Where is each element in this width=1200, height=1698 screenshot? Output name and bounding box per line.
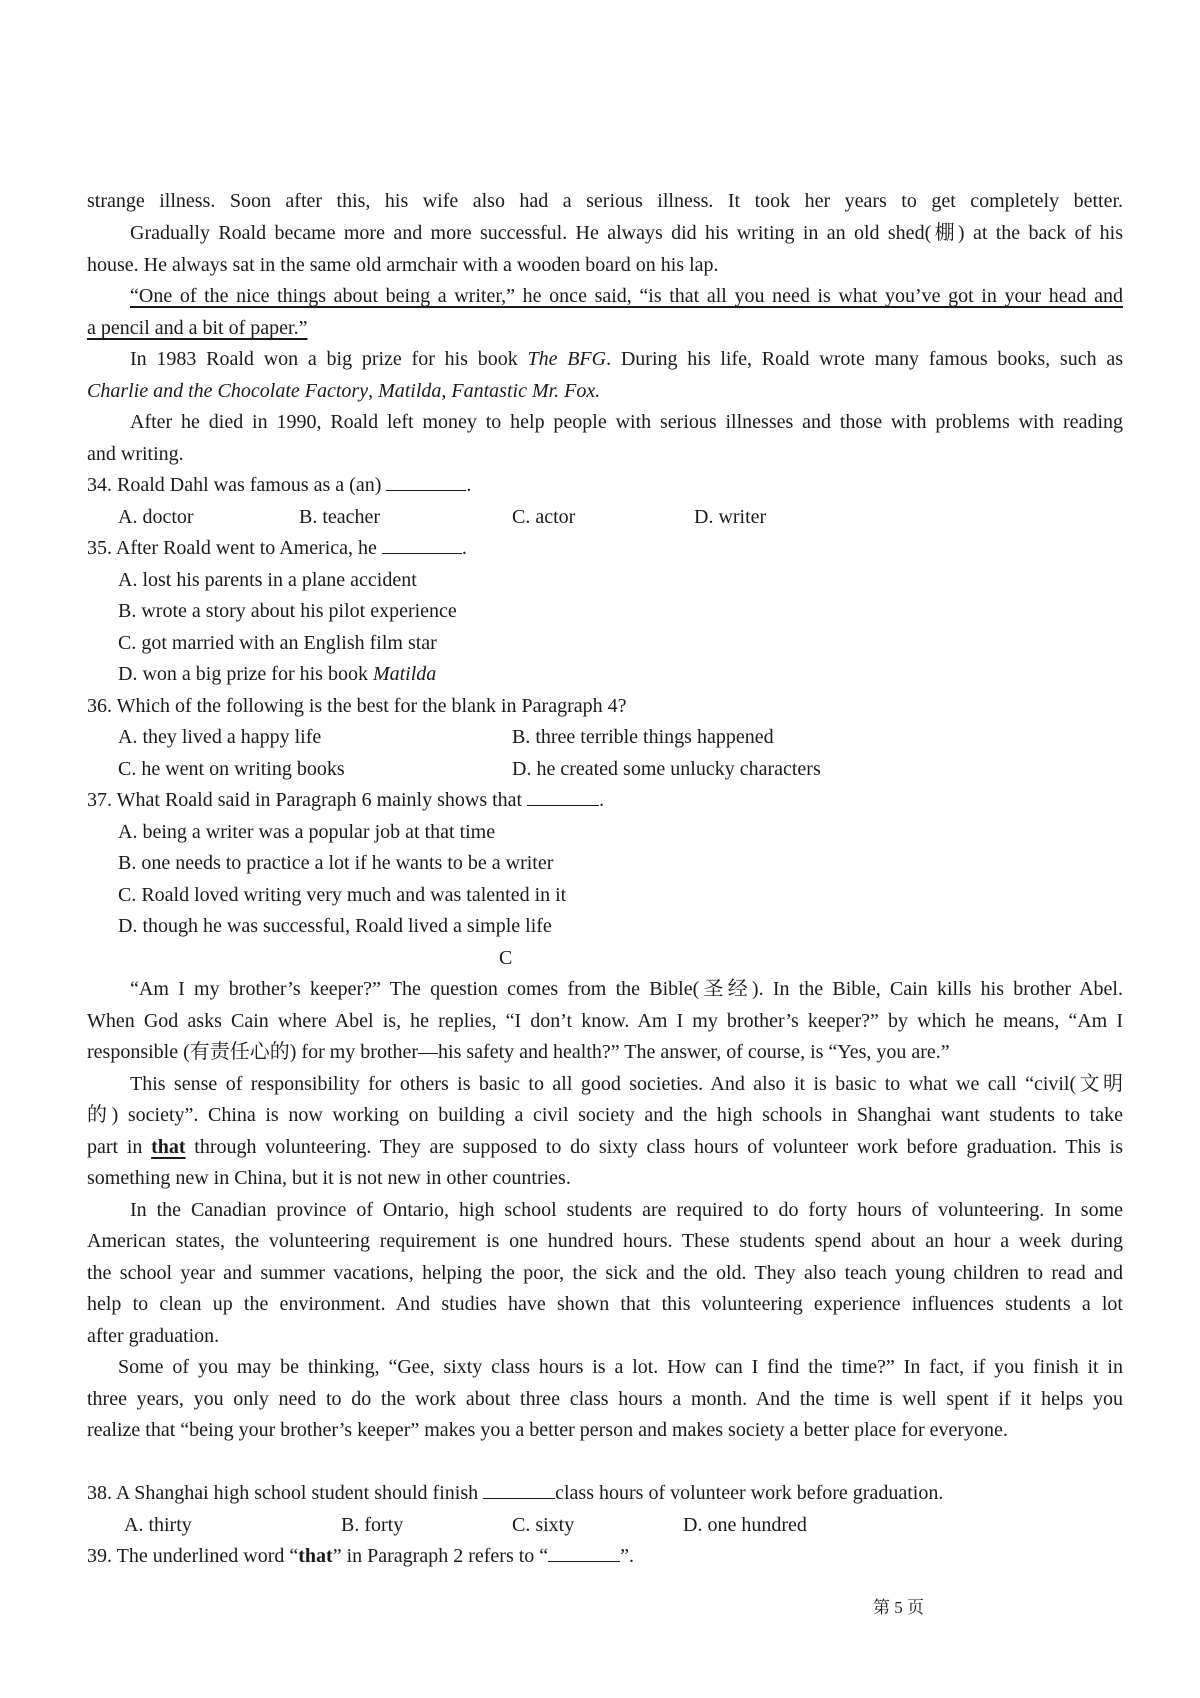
book-title: Matilda bbox=[372, 663, 437, 685]
option-b[interactable]: B. wrote a story about his pilot experience bbox=[118, 600, 457, 622]
answer-blank[interactable] bbox=[386, 472, 466, 491]
option-a[interactable]: A. doctor bbox=[118, 506, 194, 528]
question-stem: 38. A Shanghai high school student should finish bbox=[87, 1482, 484, 1504]
quote-text: “One of the nice things about being a writer,” he once said, “is that all you need is what you’ve got in your head and bbox=[130, 285, 1123, 307]
underlined-quote bbox=[87, 283, 1123, 309]
question-39 bbox=[87, 1543, 634, 1569]
option-a[interactable]: A. being a writer was a popular job at that time bbox=[118, 821, 496, 843]
paragraph-line bbox=[87, 1134, 1123, 1160]
book-title: The BFG bbox=[527, 348, 607, 370]
question-35 bbox=[87, 535, 467, 561]
option-c[interactable]: C. got married with an English film star bbox=[118, 632, 437, 654]
text: , bbox=[368, 380, 379, 402]
paragraph-line: realize that “being your brother’s keeper” makes you a better person and makes society a better place for everyone. bbox=[87, 1419, 1008, 1441]
question-stem: 39. The underlined word “ bbox=[87, 1545, 299, 1567]
bold-word: that bbox=[298, 1545, 333, 1567]
paragraph-line: This sense of responsibility for others is basic to all good societies. And also it is basic to what we call “civil(文明 bbox=[130, 1073, 1123, 1095]
text: . bbox=[466, 474, 472, 496]
underlined-word: that bbox=[151, 1136, 186, 1158]
text: ”. bbox=[620, 1545, 635, 1567]
question-stem: 35. After Roald went to America, he bbox=[87, 537, 382, 559]
exam-page bbox=[87, 0, 1123, 1698]
option-c[interactable]: C. Roald loved writing very much and was talented in it bbox=[118, 884, 567, 906]
paragraph-line: In the Canadian province of Ontario, high school students are required to do forty hours of volunteering. In some bbox=[130, 1199, 1123, 1221]
paragraph-line: the school year and summer vacations, helping the poor, the sick and the old. They also teach young children to read and bbox=[87, 1262, 1123, 1284]
text: In 1983 Roald won a big prize for his book bbox=[130, 348, 528, 370]
paragraph-line bbox=[87, 378, 600, 404]
page-number: 第 5 页 bbox=[873, 1598, 924, 1617]
option-c[interactable]: C. sixty bbox=[512, 1514, 575, 1536]
question-stem: 37. What Roald said in Paragraph 6 mainly shows that bbox=[87, 789, 528, 811]
option-c[interactable]: C. he went on writing books bbox=[118, 758, 345, 780]
text: ” in Paragraph 2 refers to “ bbox=[332, 1545, 549, 1567]
paragraph-line bbox=[87, 346, 1123, 372]
option-d[interactable]: D. though he was successful, Roald lived a simple life bbox=[118, 915, 552, 937]
paragraph-line: “Am I my brother’s keeper?” The question comes from the Bible(圣经). In the Bible, Cain kills his brother Abel. bbox=[130, 978, 1123, 1000]
paragraph-line: strange illness. Soon after this, his wife also had a serious illness. It took her years to get completely better. bbox=[87, 190, 1123, 212]
option-b[interactable]: B. teacher bbox=[299, 506, 381, 528]
option-a[interactable]: A. lost his parents in a plane accident bbox=[118, 569, 417, 591]
paragraph-line: responsible (有责任心的) for my brother—his safety and health?” The answer, of course, is “Yes, you are.” bbox=[87, 1041, 950, 1063]
text: . During his life, Roald wrote many famous books, such as bbox=[606, 348, 1123, 370]
paragraph-line: house. He always sat in the same old armchair with a wooden board on his lap. bbox=[87, 254, 719, 276]
question-37 bbox=[87, 787, 604, 813]
paragraph-line: three years, you only need to do the work about three class hours a month. And the time is well spent if it helps you bbox=[87, 1388, 1123, 1410]
paragraph-line: After he died in 1990, Roald left money to help people with serious illnesses and those with problems with reading bbox=[130, 411, 1123, 433]
paragraph-line: Some of you may be thinking, “Gee, sixty class hours is a lot. How can I find the time?” In fact, if you finish it in bbox=[118, 1356, 1123, 1378]
section-heading: C bbox=[499, 947, 513, 969]
option-b[interactable]: B. forty bbox=[341, 1514, 404, 1536]
paragraph-line: 的) society”. China is now working on building a civil society and the high schools in Shanghai want students to take bbox=[87, 1104, 1123, 1126]
option-d[interactable]: D. he created some unlucky characters bbox=[512, 758, 821, 780]
answer-blank[interactable] bbox=[548, 1543, 620, 1562]
book-title: Matilda, Fantastic Mr. Fox. bbox=[378, 380, 601, 402]
option-a[interactable]: A. they lived a happy life bbox=[118, 726, 322, 748]
question-38 bbox=[87, 1480, 943, 1506]
answer-blank[interactable] bbox=[483, 1480, 555, 1499]
option-d[interactable]: D. writer bbox=[694, 506, 767, 528]
text: part in bbox=[87, 1136, 152, 1158]
answer-blank[interactable] bbox=[527, 787, 599, 806]
text: class hours of volunteer work before graduation. bbox=[555, 1482, 944, 1504]
option-a[interactable]: A. thirty bbox=[124, 1514, 192, 1536]
paragraph-line: and writing. bbox=[87, 443, 184, 465]
question-34 bbox=[87, 472, 471, 498]
option-d[interactable]: D. one hundred bbox=[683, 1514, 807, 1536]
option-d[interactable] bbox=[118, 661, 436, 687]
option-text: D. won a big prize for his book bbox=[118, 663, 373, 685]
paragraph-line: something new in China, but it is not new in other countries. bbox=[87, 1167, 571, 1189]
paragraph-line: American states, the volunteering requirement is one hundred hours. These students spend about an hour a week during bbox=[87, 1230, 1123, 1252]
answer-blank[interactable] bbox=[382, 535, 462, 554]
underlined-quote bbox=[87, 315, 307, 341]
option-b[interactable]: B. one needs to practice a lot if he wants to be a writer bbox=[118, 852, 554, 874]
paragraph-line: help to clean up the environment. And studies have shown that this volunteering experience influences students a lot bbox=[87, 1293, 1123, 1315]
book-title: Charlie and the Chocolate Factory bbox=[87, 380, 369, 402]
question-stem: 34. Roald Dahl was famous as a (an) bbox=[87, 474, 387, 496]
question-36: 36. Which of the following is the best for the blank in Paragraph 4? bbox=[87, 695, 627, 717]
paragraph-line: Gradually Roald became more and more successful. He always did his writing in an old shed(棚) at the back of his bbox=[130, 222, 1123, 244]
quote-text: a pencil and a bit of paper.” bbox=[87, 317, 308, 339]
option-b[interactable]: B. three terrible things happened bbox=[512, 726, 774, 748]
paragraph-line: after graduation. bbox=[87, 1325, 220, 1347]
text: through volunteering. They are supposed to do sixty class hours of volunteer work before graduation. This is bbox=[185, 1136, 1123, 1158]
text: . bbox=[599, 789, 605, 811]
option-c[interactable]: C. actor bbox=[512, 506, 576, 528]
text: . bbox=[461, 537, 467, 559]
paragraph-line: When God asks Cain where Abel is, he replies, “I don’t know. Am I my brother’s keeper?” by which he means, “Am I bbox=[87, 1010, 1123, 1032]
